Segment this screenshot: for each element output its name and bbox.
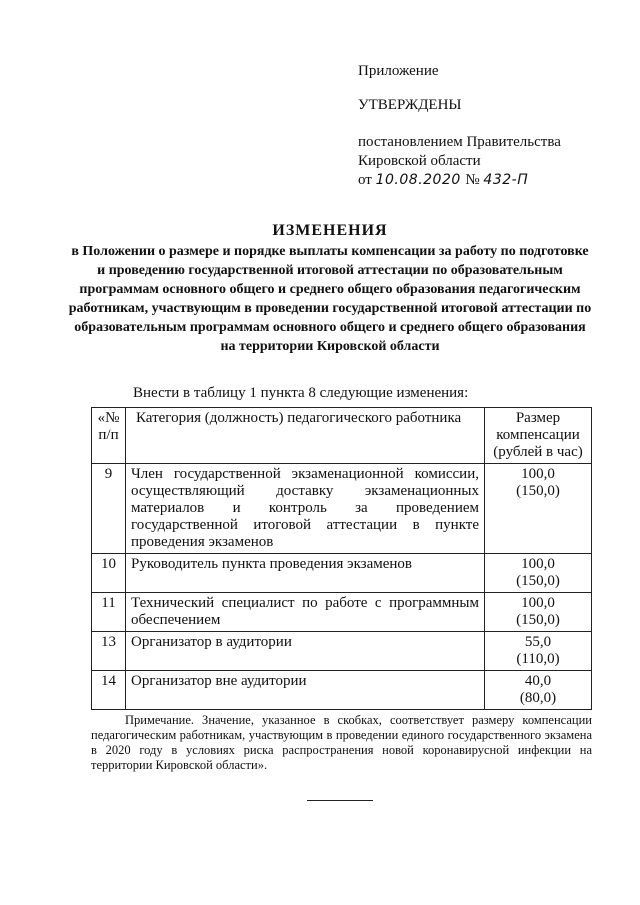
row-value: 40,0	[524, 673, 552, 689]
number-prefix: №	[465, 172, 480, 188]
row-value-alt: (150,0)	[516, 573, 560, 589]
date-prefix: от	[358, 172, 372, 188]
table-row	[92, 554, 592, 593]
row-value: 100,0	[521, 556, 555, 572]
row-number: 10	[92, 554, 126, 593]
approval-block	[358, 62, 628, 190]
row-category: Технический специалист по работе с программным обеспечением	[126, 593, 485, 632]
approved-label: УТВЕРЖДЕНЫ	[358, 97, 462, 113]
table-row	[92, 632, 592, 671]
header-size: Размер компенсации (рублей в час)	[485, 408, 592, 464]
row-value-cell	[485, 593, 592, 632]
row-value: 55,0	[524, 634, 552, 650]
decree-line-1: постановлением Правительства	[358, 134, 561, 150]
header-category: Категория (должность) педагогического работника	[126, 408, 485, 464]
decree-date: 10.08.2020	[375, 172, 461, 188]
closing-rule	[307, 800, 373, 801]
row-value-alt: (80,0)	[519, 690, 557, 706]
decree-date-line	[358, 171, 628, 190]
intro-text: Внести в таблицу 1 пункта 8 следующие изменения:	[133, 385, 469, 401]
row-value: 100,0	[521, 466, 555, 482]
row-value: 100,0	[521, 595, 555, 611]
compensation-table	[91, 407, 592, 710]
row-value-cell	[485, 632, 592, 671]
row-value-alt: (150,0)	[516, 483, 560, 499]
document-title: ИЗМЕНЕНИЯ	[272, 222, 388, 239]
row-number: 14	[92, 671, 126, 710]
decree-line-2: Кировской области	[358, 153, 481, 169]
decree-number: 432-П	[483, 172, 529, 188]
row-number: 13	[92, 632, 126, 671]
row-value-cell	[485, 554, 592, 593]
header-number: «№ п/п	[92, 408, 126, 464]
table-header-row	[92, 408, 592, 464]
document-heading	[60, 220, 600, 356]
row-number: 9	[92, 464, 126, 554]
row-value-cell	[485, 464, 592, 554]
table-row	[92, 464, 592, 554]
row-category: Организатор в аудитории	[126, 632, 485, 671]
appendix-label: Приложение	[358, 63, 439, 79]
row-category: Руководитель пункта проведения экзаменов	[126, 554, 485, 593]
document-subtitle: в Положении о размере и порядке выплаты компенсации за работу по подготовке и проведению государственной итоговой аттестации по образовательным программам основного общего и среднего общего образования педагогическим работникам, участвующим в проведении государственной итоговой аттестации по образовательным программам основного общего и среднего общего образования на территории Кировской области	[68, 244, 592, 354]
row-category: Организатор вне аудитории	[126, 671, 485, 710]
row-value-alt: (150,0)	[516, 612, 560, 628]
row-value-alt: (110,0)	[516, 651, 560, 667]
table-row	[92, 671, 592, 710]
row-category: Член государственной экзаменационной комиссии, осуществляющий доставку экзаменационных материалов и контроль за проведением государственной итоговой аттестации в пункте проведения экзаменов	[126, 464, 485, 554]
footnote: Примечание. Значение, указанное в скобках, соответствует размеру компенсации педагогическим работникам, участвующим в проведении единого государственного экзамена в 2020 году в условиях риска распространения новой коронавирусной инфекции на территории Кировской области».	[91, 713, 592, 772]
table-row	[92, 593, 592, 632]
row-number: 11	[92, 593, 126, 632]
row-value-cell	[485, 671, 592, 710]
